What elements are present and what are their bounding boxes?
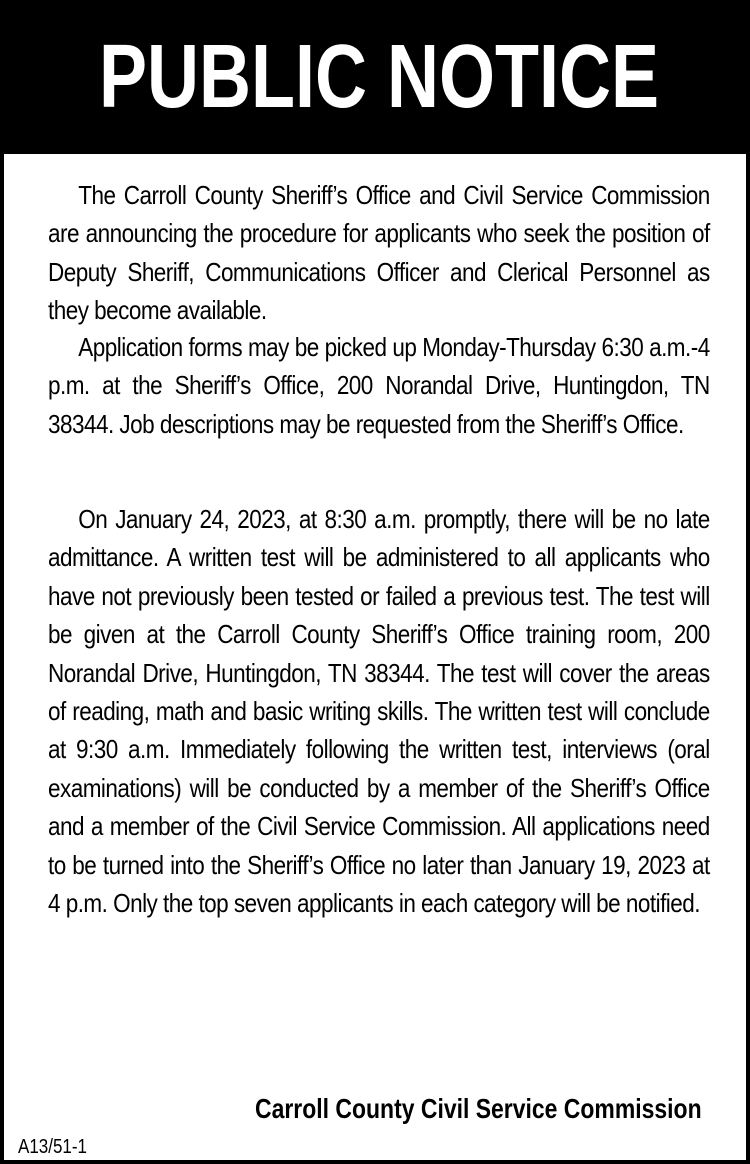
reference-code: A13/51-1 — [18, 1136, 87, 1158]
notice-title: PUBLIC NOTICE — [98, 27, 659, 127]
paragraph-container-2 — [48, 328, 710, 500]
paragraph-announcement: The Carroll County Sheriff’s Office and Civil Service Commission are announcing the procedure for applicants who seek the position of Deputy Sheriff, Communications Officer and Clerical Personnel as they become available. — [48, 180, 710, 326]
notice-body — [48, 176, 710, 941]
paragraph-container-1 — [48, 176, 710, 328]
paragraph-test-details: On January 24, 2023, at 8:30 a.m. promptly, there will be no late admittance. A written test will be administered to all applicants who have not previously been tested or failed a previous test. The test will be given at the Carroll County Sheriff’s Office training room, 200 Norandal Drive, Huntingdon, TN 38344. The test will cover the areas of reading, math and basic writing skills. The written test will conclude at 9:30 a.m. Immediately following the written test, interviews (oral examinations) will be conducted by a member of the Sheriff’s Office and a member of the Civil Service Commission. All applications need to be turned into the Sheriff’s Office no later than January 19, 2023 at 4 p.m. Only the top seven applicants in each category will be notified. — [48, 504, 710, 919]
notice-header — [4, 4, 750, 154]
paragraph-container-3 — [48, 500, 710, 922]
paragraph-application-forms: Application forms may be picked up Monday-Thursday 6:30 a.m.-4 p.m. at the Sheriff’s Office, 200 Norandal Drive, Huntingdon, TN 38344. Job descriptions may be requested from the Sheriff’s Office. — [48, 332, 710, 439]
signature: Carroll County Civil Service Commission — [255, 1093, 702, 1124]
